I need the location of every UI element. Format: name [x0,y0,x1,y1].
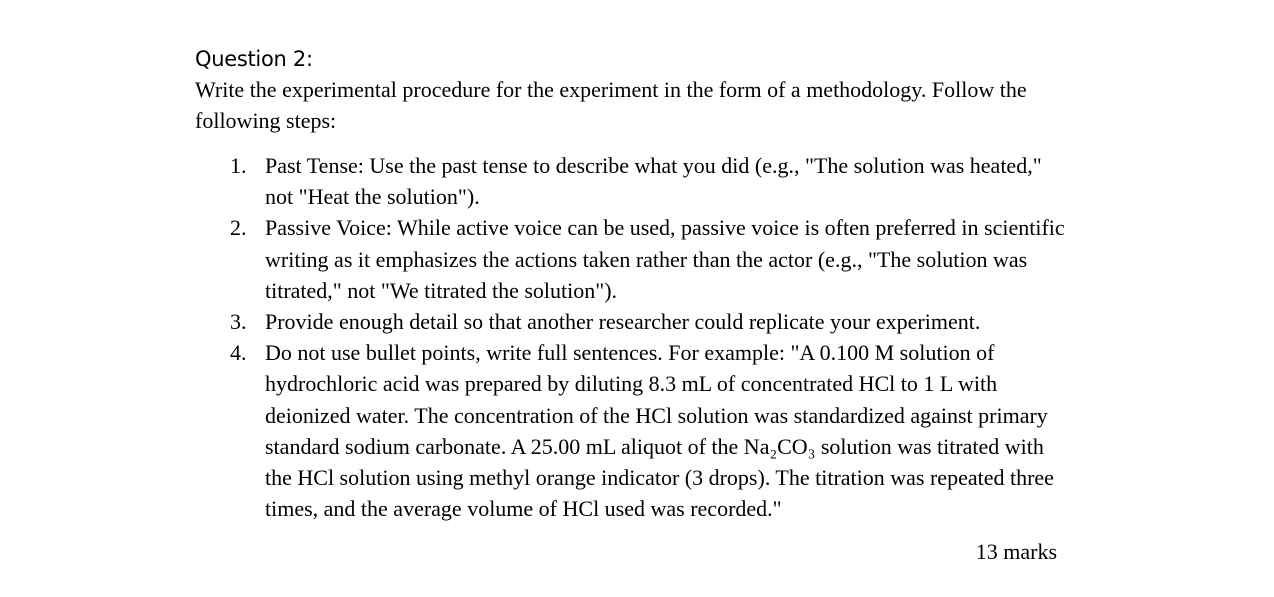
step-item [195,150,1065,212]
step-text: Do not use bullet points, write full sentences. For example: "A 0.100 M solution of hydrochloric acid was prepared by diluting 8.3 mL of concentrated HCl to 1 L with deionized water. The concentration of the HCl solution was standardized against primary standard sodium carbonate. A 25.00 mL aliquot of the Na₂CO₃ solution was titrated with the HCl solution using methyl orange indicator (3 drops). The titration was repeated three times, and the average volume of HCl used was recorded." [265,340,1054,522]
steps-list [195,150,1065,524]
step-item [195,212,1065,306]
step-number: 3. [230,309,247,335]
step-text: Past Tense: Use the past tense to describe what you did (e.g., "The solution was heated," not "Heat the solution"). [265,153,1042,210]
step-item [195,306,1065,337]
question-block [195,44,1065,567]
step-item [195,337,1065,524]
step-number: 1. [230,153,247,178]
question-heading: Question 2: [195,47,313,71]
question-intro: Write the experimental procedure for the experiment in the form of a methodology. Follow the following steps: [195,77,1027,133]
step-text: Provide enough detail so that another researcher could replicate your experiment. [265,309,981,335]
step-number: 4. [230,340,247,366]
step-number: 2. [230,215,247,241]
marks-label: 13 marks [975,539,1057,565]
step-text: Passive Voice: While active voice can be used, passive voice is often preferred in scientific writing as it emphasizes the actions taken rather than the actor (e.g., "The solution was titrated," not "We titrated the solution"). [265,215,1065,303]
